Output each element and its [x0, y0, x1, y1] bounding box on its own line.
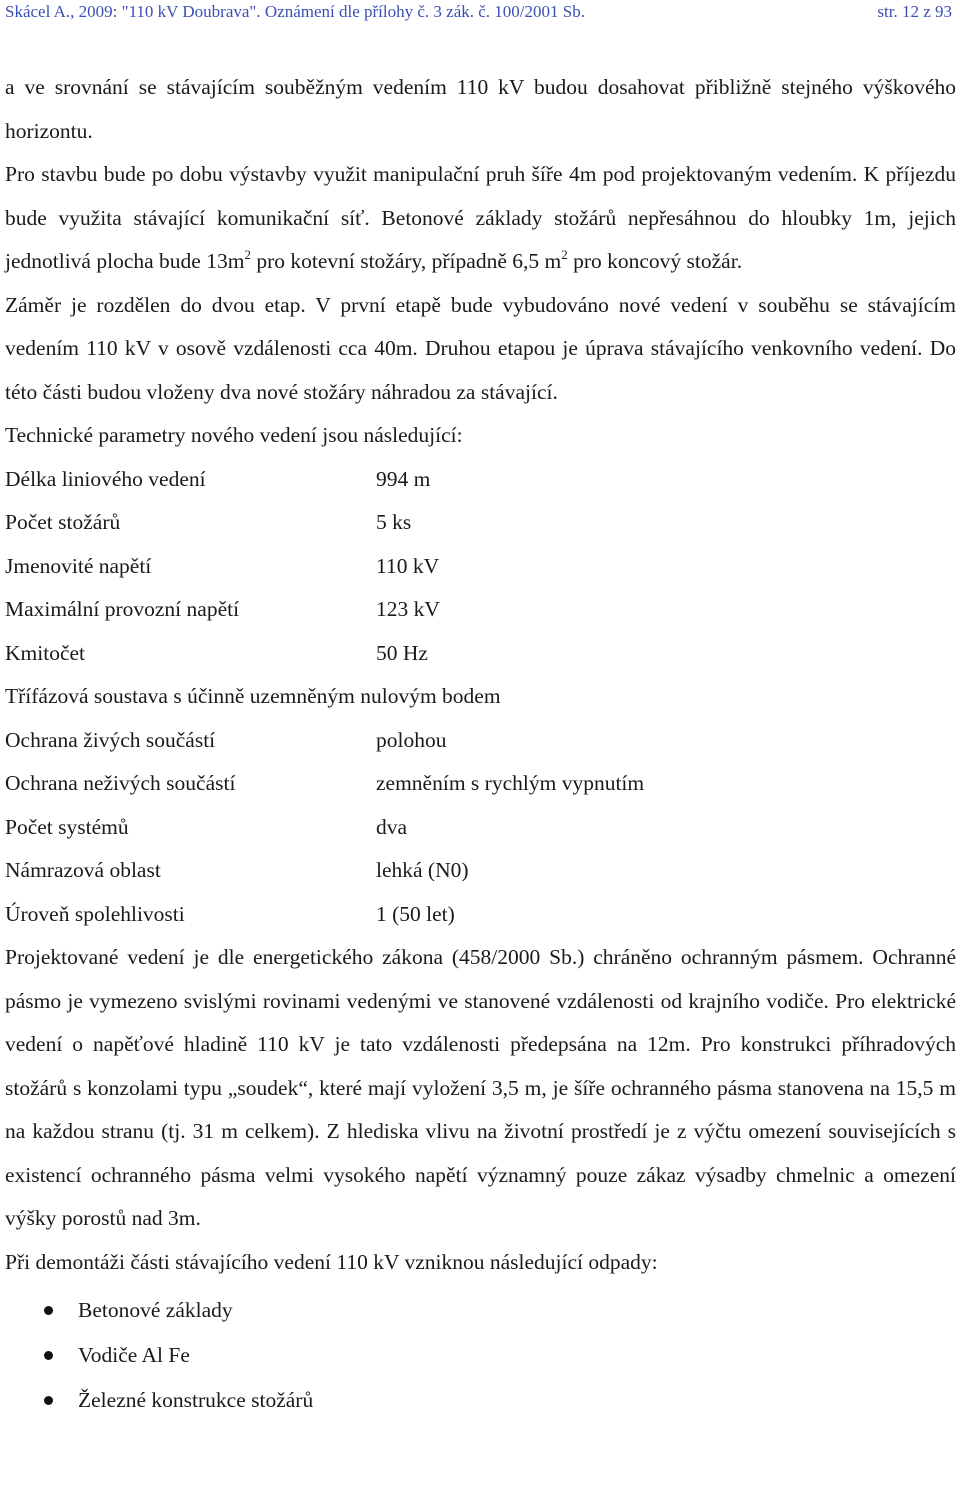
paragraph-stages: Záměr je rozdělen do dvou etap. V první etapě bude vybudováno nové vedení v souběhu se stávajícím vedením 110 kV v osově vzdálenosti cca 40m. Druhou etapou je úprava stávajícího venkovního vedení. Do této části budou vloženy dva nové stožáry náhradou za stávající. [5, 292, 956, 404]
parameter-value: 123 kV [376, 597, 440, 621]
paragraph-horizon: a ve srovnání se stávajícím souběžným vedením 110 kV budou dosahovat přibližně stejného výškového horizontu. [5, 75, 956, 143]
construction-text-b: pro kotevní stožáry, případně 6,5 m [250, 249, 562, 273]
parameter-label: Námrazová oblast [5, 858, 161, 882]
bullet-icon [44, 1306, 53, 1315]
bullet-icon [44, 1351, 53, 1360]
waste-list [5, 1288, 956, 1423]
parameter-row [5, 893, 956, 937]
waste-item-label: Betonové základy [78, 1298, 233, 1322]
parameter-row [5, 762, 956, 806]
parameter-value: 5 ks [376, 510, 412, 534]
parameter-label: Kmitočet [5, 640, 86, 665]
waste-item-label: Železné konstrukce stožárů [78, 1388, 314, 1412]
parameter-row [5, 719, 956, 763]
parameter-label: Úroveň spolehlivosti [5, 901, 185, 926]
system-description [5, 675, 956, 719]
parameter-row [5, 849, 956, 893]
waste-item-label: Vodiče Al Fe [78, 1343, 190, 1367]
page-number: str. 12 z 93 [877, 2, 952, 21]
parameter-label: Jmenovité napětí [5, 553, 152, 578]
parameter-value: 50 Hz [376, 640, 428, 665]
parameter-label: Délka liniového vedení [5, 466, 206, 491]
superscript-2: 2 [244, 247, 251, 262]
parameter-value: lehká (N0) [376, 858, 469, 882]
parameter-label: Počet systémů [5, 814, 129, 839]
parameter-row [5, 501, 956, 545]
paragraph-construction [5, 153, 956, 284]
parameter-label: Počet stožárů [5, 510, 121, 534]
paragraph-parameters-intro: Technické parametry nového vedení jsou následující: [5, 423, 463, 447]
parameter-value: 1 (50 let) [376, 901, 455, 926]
construction-text-a: Pro stavbu bude po dobu výstavby využit manipulační pruh šíře 4m pod projektovaným vedením. K příjezdu bude využita stávající komunikační síť. Betonové základy stožárů nepřesáhnou do hloubky 1m, jejich jednotlivá plocha bude 13m [5, 162, 956, 273]
parameter-row [5, 806, 956, 850]
paragraph-protection-zone: Projektované vedení je dle energetického zákona (458/2000 Sb.) chráněno ochranným pásmem. Ochranné pásmo je vymezeno svislými rovinami vedenými ve stanovené vzdálenosti od krajního vodiče. Pro elektrické vedení o napěťové hladině 110 kV je tato vzdálenosti předepsána na 12m. Pro konstrukci příhradových stožárů s konzolami typu „soudek“, které mají vyložení 3,5 m, je šíře ochranného pásma stanovena na 15,5 m na každou stranu (tj. 31 m celkem). Z hlediska vlivu na životní prostředí je z výčtu omezení souvisejících s existencí ochranného pásma velmi vysokého napětí významný pouze zákaz výsadby chmelnic a omezení výšky porostů nad 3m. [5, 945, 956, 1230]
paragraph-waste-intro: Při demontáži části stávajícího vedení 110 kV vzniknou následující odpady: [5, 1249, 658, 1274]
parameter-row [5, 458, 956, 502]
list-item [5, 1288, 956, 1333]
bullet-icon [44, 1396, 53, 1405]
parameter-label: Ochrana neživých součástí [5, 771, 236, 795]
parameter-value: dva [376, 814, 408, 839]
parameters-table [5, 458, 956, 937]
parameter-label: Maximální provozní napětí [5, 597, 240, 621]
document-body [5, 66, 956, 1423]
list-item [5, 1378, 956, 1423]
system-line: Třífázová soustava s účinně uzemněným nulovým bodem [5, 684, 501, 708]
parameter-label: Ochrana živých součástí [5, 727, 216, 752]
parameter-row [5, 588, 956, 632]
page-header [5, 2, 952, 28]
parameter-value: 110 kV [376, 553, 440, 578]
construction-text-c: pro koncový stožár. [567, 249, 743, 273]
list-item [5, 1333, 956, 1378]
parameter-value: polohou [376, 727, 447, 752]
header-citation: Skácel A., 2009: "110 kV Doubrava". Oznámení dle přílohy č. 3 zák. č. 100/2001 Sb. [5, 2, 585, 21]
parameter-value: zemněním s rychlým vypnutím [376, 771, 645, 795]
parameter-row [5, 632, 956, 676]
parameter-row [5, 545, 956, 589]
superscript-2: 2 [561, 247, 568, 262]
parameter-value: 994 m [376, 466, 431, 491]
